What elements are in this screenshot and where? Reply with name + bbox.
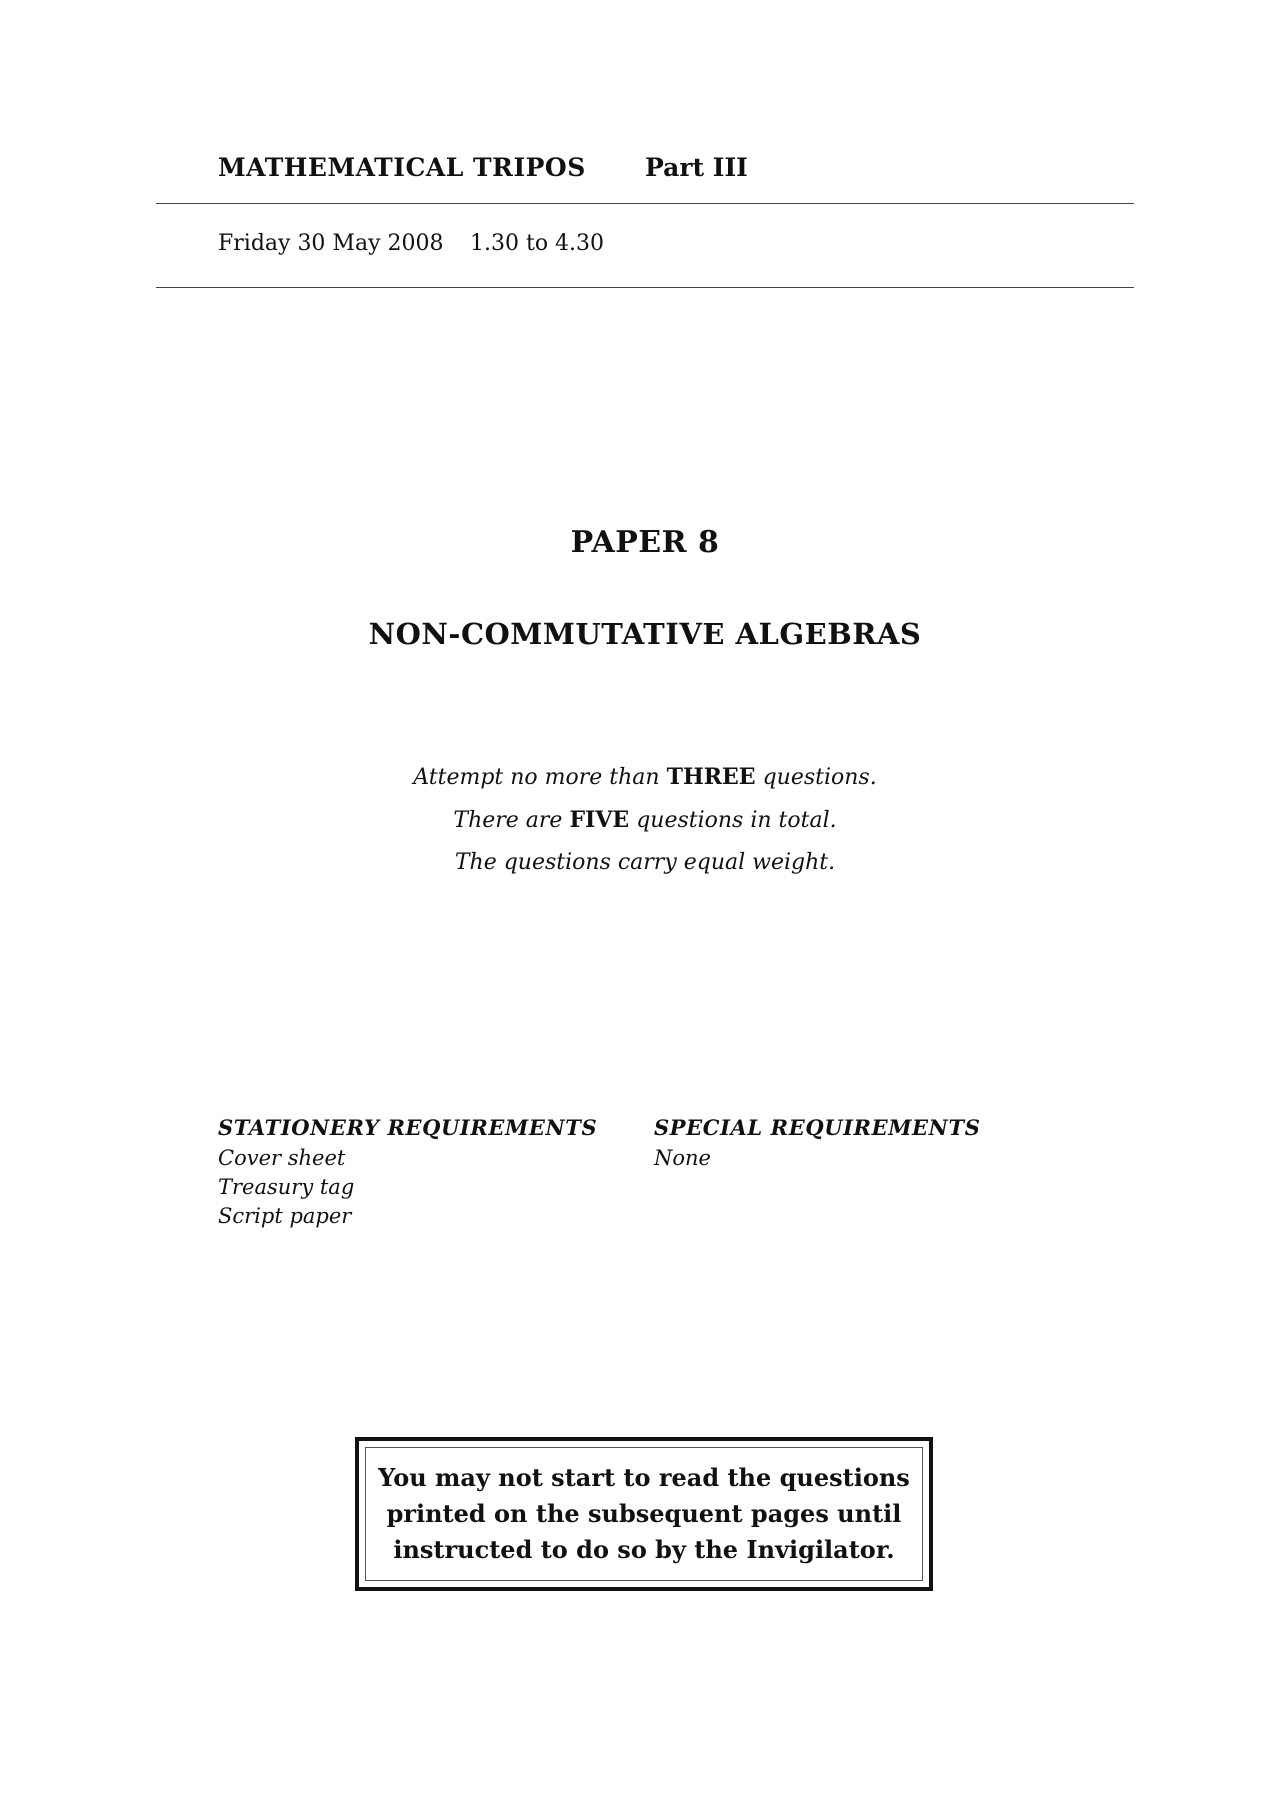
paper-number: PAPER 8 (570, 525, 720, 560)
invigilator-notice-text (378, 1460, 910, 1568)
instruction-attempt-count: THREE (666, 764, 756, 790)
special-item: None (654, 1146, 711, 1170)
stationery-item: Treasury tag (218, 1175, 355, 1199)
instruction-attempt (0, 764, 1280, 790)
paper-subject: NON-COMMUTATIVE ALGEBRAS (368, 617, 922, 651)
exam-date: Friday 30 May 2008 (218, 231, 444, 256)
stationery-item: Cover sheet (218, 1146, 346, 1170)
header-top-rule (156, 203, 1134, 204)
exam-part: Part III (645, 153, 748, 182)
notice-line: printed on the subsequent pages until (386, 1499, 902, 1528)
instruction-weight: The questions carry equal weight. (454, 850, 836, 875)
invigilator-notice-inner-frame (365, 1447, 923, 1581)
instruction-total (0, 807, 1280, 833)
instruction-total-post: questions in total. (636, 808, 837, 833)
instruction-total-pre: There are (453, 808, 563, 833)
instruction-attempt-post: questions. (762, 765, 877, 790)
exam-title: MATHEMATICAL TRIPOS (218, 153, 586, 182)
stationery-item: Script paper (218, 1204, 352, 1228)
instruction-attempt-pre: Attempt no more than (413, 765, 660, 790)
notice-line: instructed to do so by the Invigilator. (393, 1535, 895, 1564)
special-requirements-heading: SPECIAL REQUIREMENTS (654, 1115, 981, 1140)
notice-line: You may not start to read the questions (378, 1463, 910, 1492)
invigilator-notice-box (355, 1437, 933, 1591)
instruction-total-count: FIVE (569, 807, 630, 833)
header-bottom-rule (156, 287, 1134, 288)
stationery-requirements-heading: STATIONERY REQUIREMENTS (218, 1115, 598, 1140)
exam-time: 1.30 to 4.30 (470, 231, 605, 256)
